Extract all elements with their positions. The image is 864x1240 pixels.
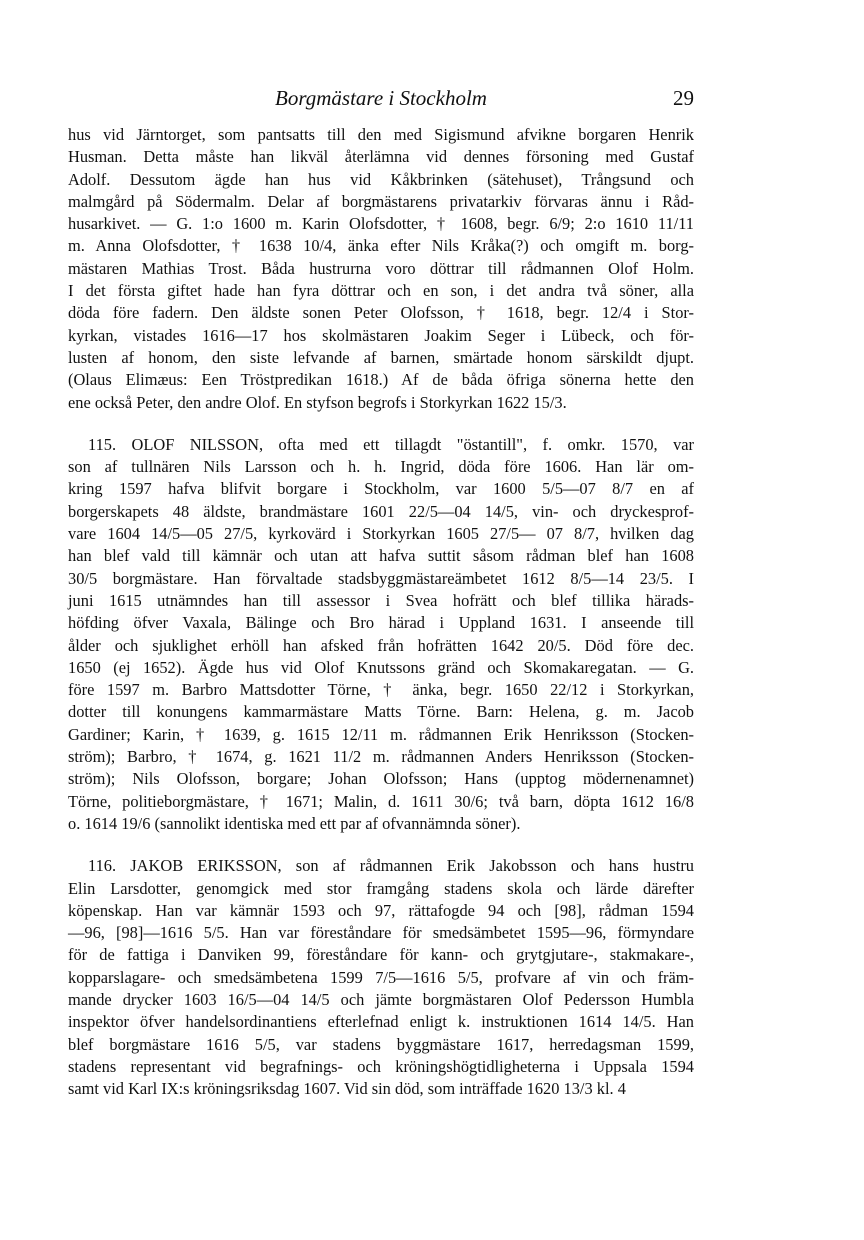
text-line: son af tullnären Nils Larsson och h. h. Ingrid, döda före 1606. Han lär om- (68, 457, 694, 477)
text-line: dotter till konungens kammarmästare Matts Törne. Barn: Helena, g. m. Jacob (68, 702, 694, 722)
paragraph-continuation (68, 124, 694, 414)
text-line: blef borgmästare 1616 5/5, var stadens byggmästare 1617, herredagsman 1599, (68, 1034, 694, 1054)
text-line: Husman. Detta måste han likväl återlämna vid dennes försoning med Gustaf (68, 147, 694, 167)
running-title: Borgmästare i Stockholm (275, 86, 487, 110)
text-line: han blef vald till kämnär och utan att hafva suttit såsom rådman blef han 1608 (68, 546, 694, 566)
text-line: ström); Nils Olofsson, borgare; Johan Olofsson; Hans (upptog mödernenamnet) (68, 769, 694, 789)
text-line: Gardiner; Karin, † 1639, g. 1615 12/11 m. rådmannen Erik Henriksson (Stocken- (68, 724, 694, 744)
text-line: stadens representant vid begrafnings- och kröningshögtidligheterna i Uppsala 1594 (68, 1056, 694, 1076)
text-line: 116. JAKOB ERIKSSON, son af rådmannen Erik Jakobsson och hans hustru (88, 856, 694, 876)
book-page (68, 86, 694, 1100)
text-line: malmgård på Södermalm. Delar af borgmästarens privatarkiv förvaras ännu i Råd- (68, 191, 694, 211)
text-line: mande drycker 1603 16/5—04 14/5 och jämte borgmästaren Olof Pedersson Humbla (68, 989, 694, 1009)
text-line: I det första giftet hade han fyra döttrar och en son, i det andra två söner, alla (68, 281, 694, 301)
text-line: kring 1597 hafva blifvit borgare i Stockholm, var 1600 5/5—07 8/7 en af (68, 479, 694, 499)
text-line: hus vid Järntorget, som pantsatts till den med Sigismund afvikne borgaren Henrik (68, 125, 694, 144)
text-line: döda före fadern. Den äldste sonen Peter Olofsson, † 1618, begr. 12/4 i Stor- (68, 303, 694, 323)
text-line: juni 1615 utnämndes han till assessor i Svea hofrätt och blef tillika härads- (68, 590, 694, 610)
paragraph-entry-115 (68, 434, 694, 835)
text-line: o. 1614 19/6 (sannolikt identiska med ett par af ofvannämnda söner). (68, 813, 521, 833)
text-line: Adolf. Dessutom ägde han hus vid Kåkbrinken (sätehuset), Trångsund och (68, 169, 694, 189)
text-line: 30/5 borgmästare. Han förvaltade stadsbyggmästareämbetet 1612 8/5—14 23/5. I (68, 568, 694, 588)
text-line: —96, [98]—1616 5/5. Han var föreståndare för smedsämbetet 1595—96, förmyndare (68, 923, 694, 943)
text-line: samt vid Karl IX:s kröningsriksdag 1607. Vid sin död, som inträffade 1620 13/3 kl. 4 (68, 1079, 626, 1099)
text-line: vare 1604 14/5—05 27/5, kyrkovärd i Storkyrkan 1605 27/5— 07 8/7, hvilken dag (68, 524, 694, 544)
text-line: husarkivet. — G. 1:o 1600 m. Karin Olofsdotter, † 1608, begr. 6/9; 2:o 1610 11/11 (68, 214, 694, 234)
text-line: före 1597 m. Barbro Mattsdotter Törne, † änka, begr. 1650 22/12 i Storkyrkan, (68, 680, 694, 700)
text-line: lusten af honom, den siste lefvande af barnen, smärtade honom särskildt djupt. (68, 347, 694, 367)
text-line: höfding öfver Vaxala, Bälinge och Bro härad i Uppland 1631. I anseende till (68, 613, 694, 633)
text-line: borgerskapets 48 äldste, brandmästare 1601 22/5—04 14/5, vin- och dryckesprof- (68, 501, 694, 521)
text-line: kopparslagare- och smedsämbetena 1599 7/5—1616 5/5, profvare af vin och främ- (68, 967, 694, 987)
text-line: för de fattiga i Danviken 99, föreståndare för kann- och grytgjutare-, stakmakare-, (68, 945, 694, 965)
text-line: Elin Larsdotter, genomgick med stor framgång stadens skola och lärde därefter (68, 878, 694, 898)
text-line: kyrkan, vistades 1616—17 hos skolmästaren Joakim Seger i Lübeck, och för- (68, 325, 694, 345)
page-number: 29 (673, 86, 694, 110)
text-line: m. Anna Olofsdotter, † 1638 10/4, änka efter Nils Kråka(?) och omgift m. borg- (68, 236, 694, 256)
text-line: Törne, politieborgmästare, † 1671; Malin, d. 1611 30/6; två barn, döpta 1612 16/8 (68, 791, 694, 811)
running-header (68, 86, 694, 116)
text-line: köpenskap. Han var kämnär 1593 och 97, rättafogde 94 och [98], rådman 1594 (68, 900, 694, 920)
text-line: ström); Barbro, † 1674, g. 1621 11/2 m. rådmannen Anders Henriksson (Stocken- (68, 747, 694, 767)
text-line: 115. OLOF NILSSON, ofta med ett tillagdt "östantill", f. omkr. 1570, var (88, 434, 694, 454)
text-line: mästaren Mathias Trost. Båda hustrurna voro döttrar till rådmannen Olof Holm. (68, 258, 694, 278)
text-line: (Olaus Elimæus: Een Tröstpredikan 1618.) Af de båda öfriga sönerna hette den (68, 370, 694, 390)
text-line: ålder och sjuklighet erhöll han afsked från hofrätten 1642 20/5. Död före dec. (68, 635, 694, 655)
text-line: inspektor öfver handelsordinantiens efterlefnad enligt k. instruktionen 1614 14/5. Han (68, 1012, 694, 1032)
text-line: 1650 (ej 1652). Ägde hus vid Olof Knutssons gränd och Skomakaregatan. — G. (68, 657, 694, 677)
paragraph-entry-116 (68, 855, 694, 1100)
text-line: ene också Peter, den andre Olof. En styfson begrofs i Storkyrkan 1622 15/3. (68, 392, 567, 412)
